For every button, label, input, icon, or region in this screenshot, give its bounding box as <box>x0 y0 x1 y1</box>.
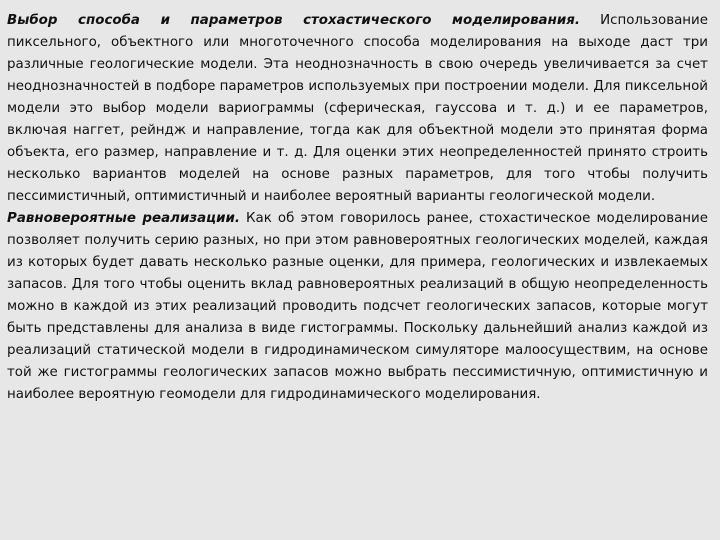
paragraph-text: Как об этом говорилось ранее, стохастическое моделирование позволяет получить серию разных, но при этом равновероятных геологических моделей, каждая из которых будет давать несколько разные оценки, для примера, геологических и извлекаемых запасов. Для того чтобы оценить вклад равновероятных реализаций в общую неопределенность можно в каждой из этих реализаций проводить подсчет геологических запасов, которые могут быть представлены для анализа в виде гистограммы. Поскольку дальнейший анализ каждой из реализаций статической модели в гидродинамическом симуляторе малоосуществим, на основе той же гистограммы геологических запасов можно выбрать пессимистичную, оптимистичную и наиболее вероятную геомодели для гидродинамического моделирования. <box>7 211 708 402</box>
paragraph-text: Использование пиксельного, объектного или многоточечного способа моделирования на выходе даст три различные геологические модели. Эта неоднозначность в свою очередь увеличивается за счет неоднозначностей в подборе параметров используемых при построении модели. Для пиксельной модели это выбор модели вариограммы (сферическая, гауссова и т. д.) и ее параметров, включая наггет, рейндж и направление, тогда как для объектной модели это принятая форма объекта, его размер, направление и т. д. Для оценки этих неопределенностей принято строить несколько вариантов моделей на основе разных параметров, для того чтобы получить пессимистичный, оптимистичный и наиболее вероятный варианты геологической модели. <box>7 13 708 204</box>
paragraph-heading: Равновероятные реализации. <box>7 211 240 226</box>
paragraph-heading: Выбор способа и параметров стохастического моделирования. <box>7 13 580 28</box>
paragraph-stochastic-method <box>7 10 708 208</box>
document-body <box>7 10 708 406</box>
paragraph-equiprobable-realizations <box>7 208 708 406</box>
